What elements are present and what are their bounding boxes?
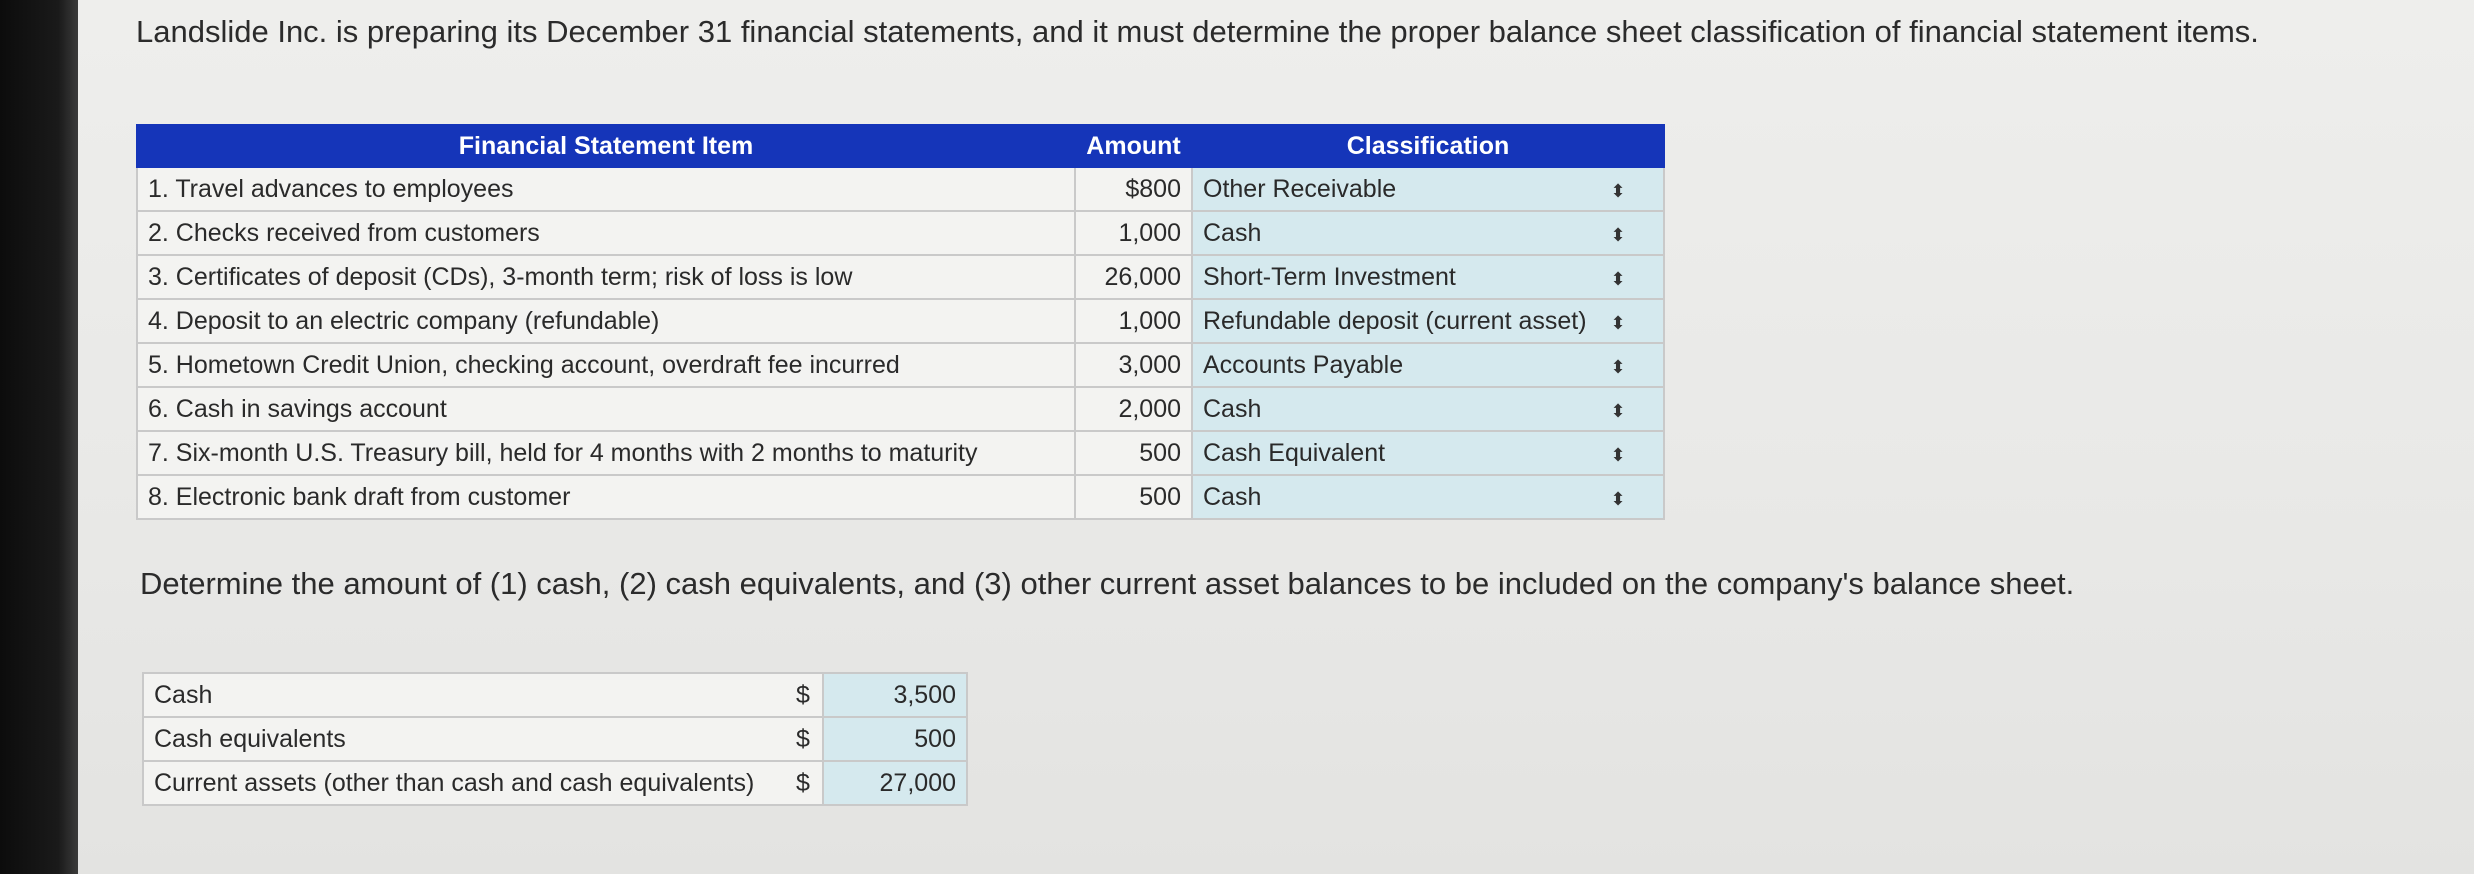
table-row — [137, 387, 1664, 431]
problem-statement: Landslide Inc. is preparing its December 31 financial statements, and it must determine the proper balance sheet classification of financial statement items. — [136, 14, 2259, 49]
balance-label: Cash equivalents — [143, 717, 784, 761]
classification-select[interactable] — [1192, 299, 1664, 343]
select-arrows-icon[interactable]: ⬍ — [1610, 268, 1626, 289]
table-row — [137, 431, 1664, 475]
table-row — [137, 299, 1664, 343]
classification-select[interactable] — [1192, 475, 1664, 519]
table-row — [137, 475, 1664, 519]
select-arrows-icon[interactable]: ⬍ — [1610, 312, 1626, 333]
item-amount: 500 — [1075, 431, 1192, 475]
header-classification: Classification — [1192, 125, 1664, 167]
balance-row-other-current-assets — [143, 761, 967, 805]
classification-select[interactable] — [1192, 431, 1664, 475]
screen-bezel — [0, 0, 78, 874]
table-row — [137, 343, 1664, 387]
item-amount: 26,000 — [1075, 255, 1192, 299]
classification-select[interactable] — [1192, 387, 1664, 431]
classification-select[interactable] — [1192, 255, 1664, 299]
select-arrows-icon[interactable]: ⬍ — [1610, 400, 1626, 421]
select-arrows-icon[interactable]: ⬍ — [1610, 224, 1626, 245]
balance-label: Cash — [143, 673, 784, 717]
balance-row-cash — [143, 673, 967, 717]
classification-value: Accounts Payable — [1203, 350, 1404, 379]
currency-symbol: $ — [784, 761, 823, 805]
header-financial-statement-item: Financial Statement Item — [137, 125, 1075, 167]
classification-select[interactable] — [1192, 167, 1664, 211]
select-arrows-icon[interactable]: ⬍ — [1610, 488, 1626, 509]
header-amount: Amount — [1075, 125, 1192, 167]
other-current-assets-amount-input[interactable]: 27,000 — [823, 761, 967, 805]
classification-select[interactable] — [1192, 343, 1664, 387]
item-label: 3. Certificates of deposit (CDs), 3-month term; risk of loss is low — [137, 255, 1075, 299]
table-row — [137, 211, 1664, 255]
balances-table — [142, 672, 968, 806]
currency-symbol: $ — [784, 673, 823, 717]
item-amount: 3,000 — [1075, 343, 1192, 387]
balance-row-cash-equivalents — [143, 717, 967, 761]
classification-value: Cash — [1203, 482, 1262, 511]
item-label: 2. Checks received from customers — [137, 211, 1075, 255]
classification-value: Refundable deposit (current asset) — [1203, 306, 1587, 335]
instruction-text: Determine the amount of (1) cash, (2) cash equivalents, and (3) other current asset balances to be included on the company's balance sheet. — [140, 566, 2075, 601]
item-label: 4. Deposit to an electric company (refundable) — [137, 299, 1075, 343]
classification-value: Cash — [1203, 394, 1262, 423]
item-label: 7. Six-month U.S. Treasury bill, held for 4 months with 2 months to maturity — [137, 431, 1075, 475]
classification-value: Short-Term Investment — [1203, 262, 1456, 291]
table-row — [137, 255, 1664, 299]
item-label: 8. Electronic bank draft from customer — [137, 475, 1075, 519]
item-amount: 1,000 — [1075, 299, 1192, 343]
classification-value: Cash Equivalent — [1203, 438, 1386, 467]
classification-select[interactable] — [1192, 211, 1664, 255]
cash-amount-input[interactable]: 3,500 — [823, 673, 967, 717]
select-arrows-icon[interactable]: ⬍ — [1610, 444, 1626, 465]
item-amount: 500 — [1075, 475, 1192, 519]
classification-table — [136, 124, 1665, 520]
item-label: 5. Hometown Credit Union, checking account, overdraft fee incurred — [137, 343, 1075, 387]
item-label: 1. Travel advances to employees — [137, 167, 1075, 211]
classification-value: Other Receivable — [1203, 174, 1397, 203]
cash-equivalents-amount-input[interactable]: 500 — [823, 717, 967, 761]
classification-value: Cash — [1203, 218, 1262, 247]
table-row — [137, 167, 1664, 211]
item-amount: 1,000 — [1075, 211, 1192, 255]
item-amount: $800 — [1075, 167, 1192, 211]
table-header-row — [137, 125, 1664, 167]
balance-label: Current assets (other than cash and cash equivalents) — [143, 761, 784, 805]
select-arrows-icon[interactable]: ⬍ — [1610, 180, 1626, 201]
currency-symbol: $ — [784, 717, 823, 761]
item-amount: 2,000 — [1075, 387, 1192, 431]
select-arrows-icon[interactable]: ⬍ — [1610, 356, 1626, 377]
item-label: 6. Cash in savings account — [137, 387, 1075, 431]
